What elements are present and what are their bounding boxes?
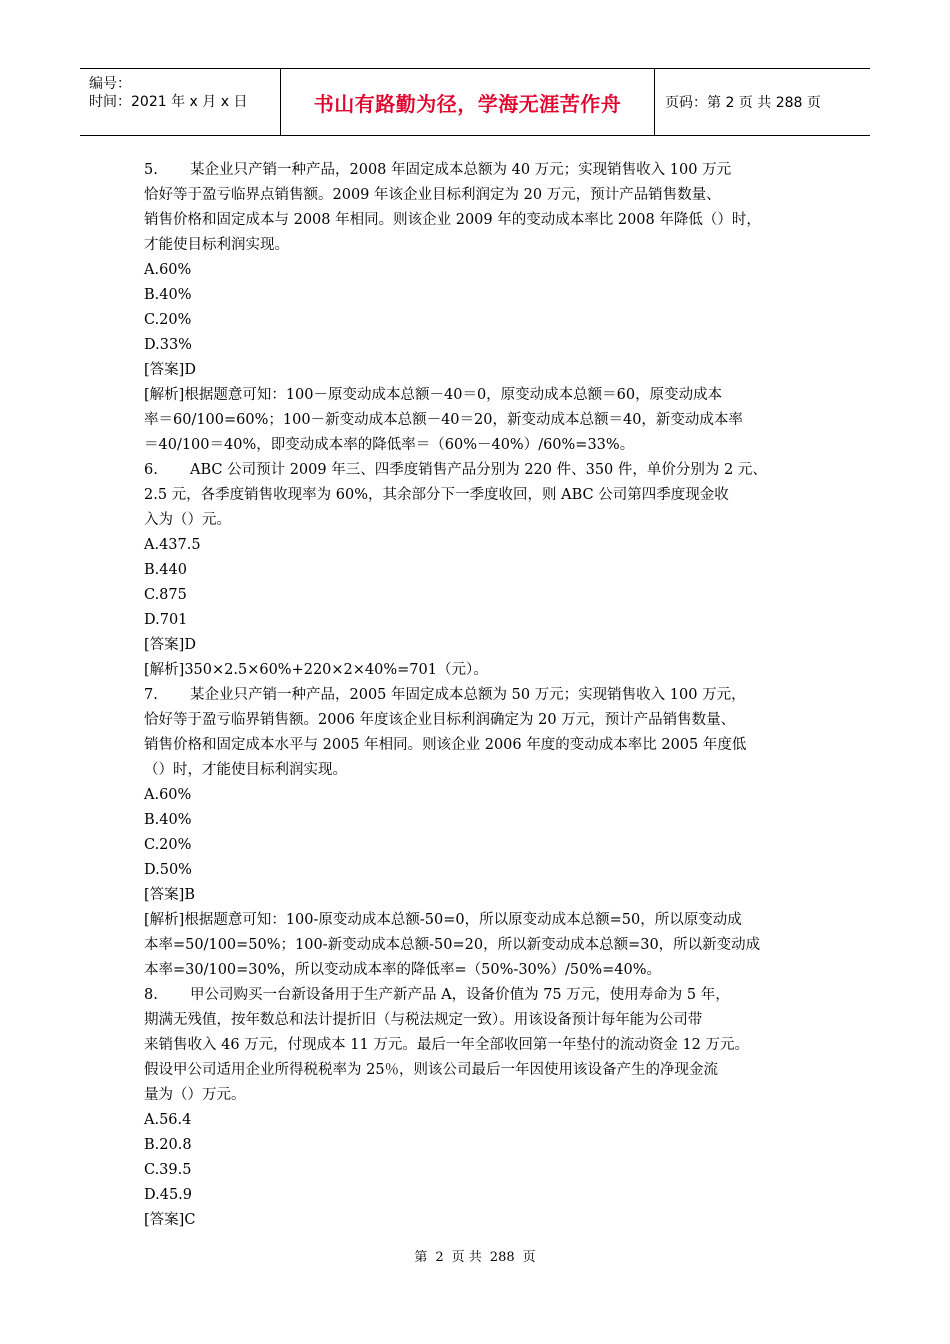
footer-total-pages: 288 xyxy=(489,1250,515,1265)
analysis-line: 率＝60/100=60%；100－新变动成本总额－40＝20，新变动成本总额＝40，新变动成本率 xyxy=(144,412,743,428)
question-text-line: 才能使目标利润实现。 xyxy=(144,237,289,253)
analysis-line: 本率=50/100=50%；100-新变动成本总额-50=20，所以新变动成本总额=30，所以新变动成 xyxy=(144,937,761,953)
analysis-line: 本率=30/100=30%，所以变动成本率的降低率=（50%-30%）/50%=40%。 xyxy=(144,962,662,978)
question-text-line: 期满无残值，按年数总和法计提折旧（与税法规定一致）。用该设备预计每年能为公司带 xyxy=(144,1012,703,1028)
question-block xyxy=(144,683,824,983)
answer-option: C.39.5 xyxy=(144,1162,192,1178)
analysis-line: [解析]根据题意可知：100-原变动成本总额-50=0，所以原变动成本总额=50，所以原变动成 xyxy=(144,912,742,928)
document-body xyxy=(144,158,824,1233)
header-number-label: 编号： xyxy=(89,76,131,92)
answer-option: C.20% xyxy=(144,837,192,853)
answer-option: A.60% xyxy=(144,262,192,278)
question-number: 6. xyxy=(144,462,158,478)
answer-key: [答案]C xyxy=(144,1212,196,1228)
page-header xyxy=(80,68,870,136)
question-text-line: 2.5 元，各季度销售收现率为 60%，其余部分下一季度收回，则 ABC 公司第四季度现金收 xyxy=(144,487,729,503)
question-block xyxy=(144,158,824,458)
answer-option: B.40% xyxy=(144,287,192,303)
header-slogan: 书山有路勤为径，学海无涯苦作舟 xyxy=(281,69,655,135)
question-stem: ABC 公司预计 2009 年三、四季度销售产品分别为 220 件、350 件，单价分别为 2 元、 xyxy=(190,462,767,478)
question-text-line: （）时，才能使目标利润实现。 xyxy=(144,762,347,778)
question-number: 5. xyxy=(144,162,158,178)
question-number: 8. xyxy=(144,987,158,1003)
question-text-line: 入为（）元。 xyxy=(144,512,231,528)
analysis-line: [解析]根据题意可知：100－原变动成本总额－40＝0，原变动成本总额＝60，原变动成本 xyxy=(144,387,723,403)
answer-option: A.60% xyxy=(144,787,192,803)
question-block xyxy=(144,458,824,683)
question-block xyxy=(144,983,824,1233)
answer-option: B.20.8 xyxy=(144,1137,192,1153)
answer-option: D.33% xyxy=(144,337,192,353)
question-text-line xyxy=(144,683,824,708)
footer-prefix: 第 xyxy=(414,1250,428,1265)
answer-option: B.440 xyxy=(144,562,187,578)
header-meta xyxy=(80,69,281,135)
question-number: 7. xyxy=(144,687,158,703)
footer-mid: 页 共 xyxy=(451,1250,482,1265)
question-text-line xyxy=(144,158,824,183)
page-footer xyxy=(0,1246,950,1265)
question-text-line xyxy=(144,458,824,483)
question-text-line: 销售价格和固定成本水平与 2005 年相同。则该企业 2006 年度的变动成本率比 2005 年度低 xyxy=(144,737,747,753)
answer-key: [答案]D xyxy=(144,637,196,653)
question-stem: 某企业只产销一种产品，2008 年固定成本总额为 40 万元；实现销售收入 100 万元 xyxy=(190,162,732,178)
answer-key: [答案]D xyxy=(144,362,196,378)
footer-suffix: 页 xyxy=(522,1250,536,1265)
question-text-line: 假设甲公司适用企业所得税税率为 25％，则该公司最后一年因使用该设备产生的净现金流 xyxy=(144,1062,719,1078)
question-text-line: 恰好等于盈亏临界点销售额。2009 年该企业目标利润定为 20 万元，预计产品销售数量、 xyxy=(144,187,721,203)
answer-option: D.701 xyxy=(144,612,188,628)
question-stem: 某企业只产销一种产品，2005 年固定成本总额为 50 万元；实现销售收入 100 万元， xyxy=(190,687,746,703)
question-text-line: 来销售收入 46 万元，付现成本 11 万元。最后一年全部收回第一年垫付的流动资金 12 万元。 xyxy=(144,1037,750,1053)
question-text-line: 恰好等于盈亏临界销售额。2006 年度该企业目标利润确定为 20 万元，预计产品销售数量、 xyxy=(144,712,736,728)
analysis-line: [解析]350×2.5×60%+220×2×40%=701（元）。 xyxy=(144,662,488,678)
answer-option: A.56.4 xyxy=(144,1112,192,1128)
question-text-line: 量为（）万元。 xyxy=(144,1087,246,1103)
answer-option: C.875 xyxy=(144,587,187,603)
answer-key: [答案]B xyxy=(144,887,195,903)
answer-option: D.45.9 xyxy=(144,1187,193,1203)
question-stem: 甲公司购买一台新设备用于生产新产品 A，设备价值为 75 万元，使用寿命为 5 年， xyxy=(190,987,730,1003)
answer-option: B.40% xyxy=(144,812,192,828)
header-time-label: 时间：2021 年 x 月 x 日 xyxy=(89,94,248,110)
answer-option: C.20% xyxy=(144,312,192,328)
question-text-line xyxy=(144,983,824,1008)
question-text-line: 销售价格和固定成本与 2008 年相同。则该企业 2009 年的变动成本率比 2008 年降低（）时， xyxy=(144,212,761,228)
answer-option: A.437.5 xyxy=(144,537,201,553)
answer-option: D.50% xyxy=(144,862,192,878)
analysis-line: ＝40/100＝40%，即变动成本率的降低率＝（60%－40%）/60%=33%。 xyxy=(144,437,635,453)
footer-page-number: 2 xyxy=(435,1250,444,1265)
header-page-info: 页码：第 2 页 共 288 页 xyxy=(665,95,821,111)
